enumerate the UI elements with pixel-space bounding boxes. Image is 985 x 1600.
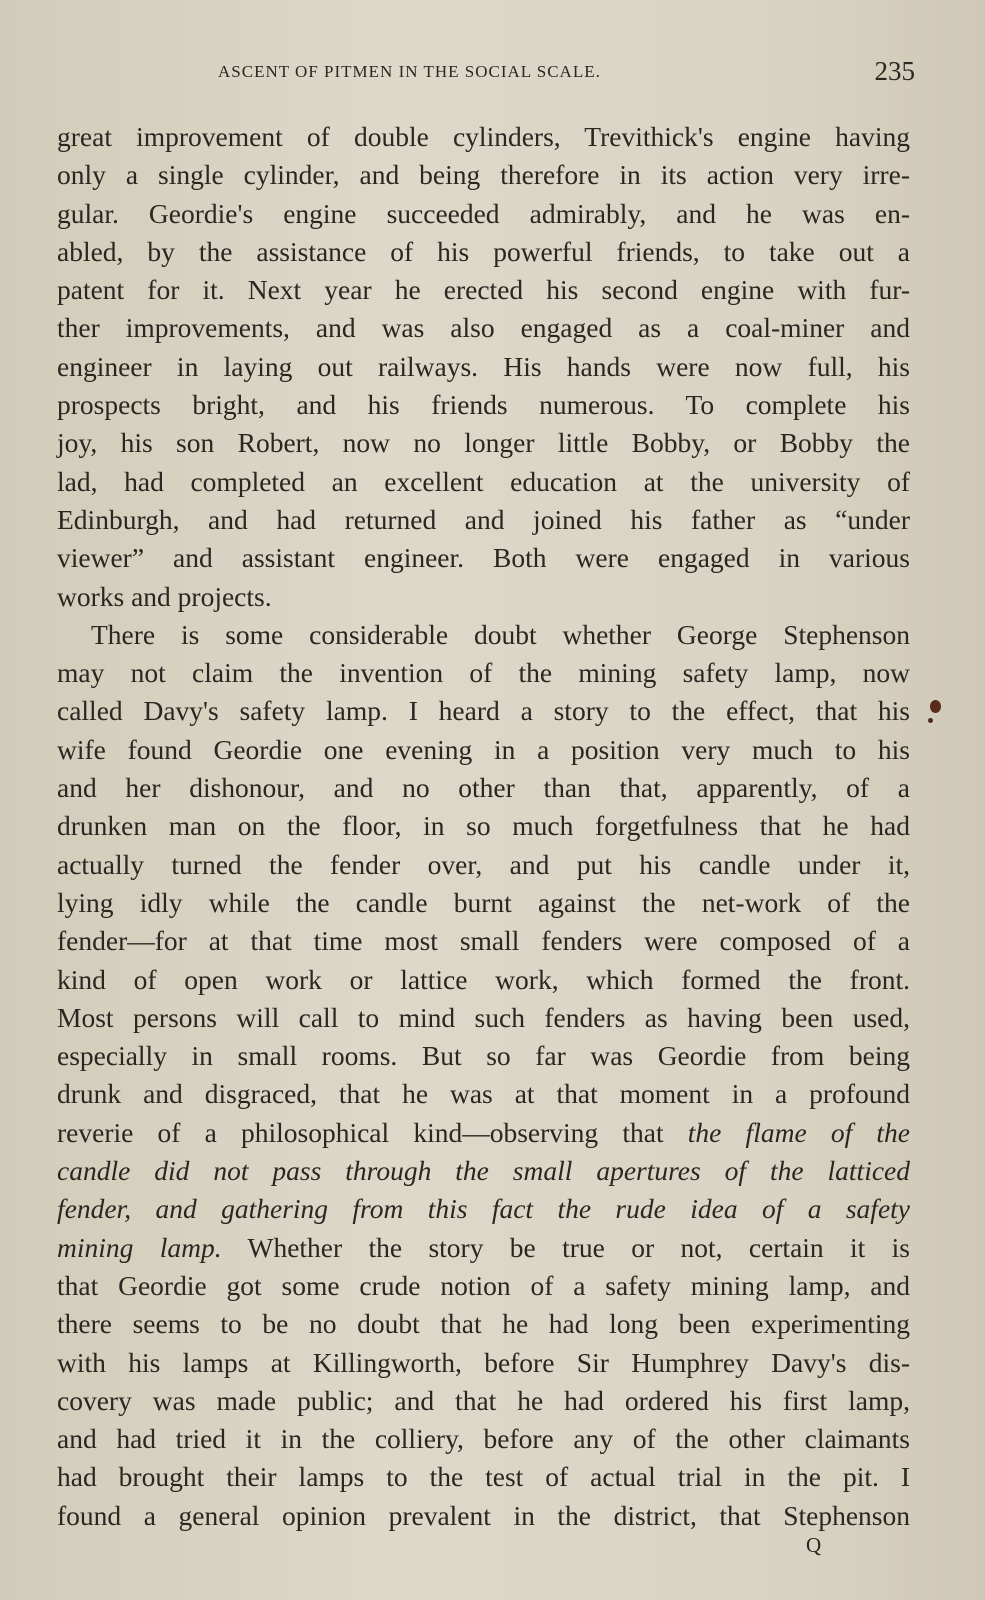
text-line: lying idly while the candle burnt against the net-work of the <box>57 886 910 918</box>
text-line: covery was made public; and that he had ordered his first lamp, <box>57 1384 910 1416</box>
text-line <box>57 1114 910 1152</box>
text-line: patent for it. Next year he erected his second engine with fur- <box>57 274 910 306</box>
text-line: that Geordie got some crude notion of a safety mining lamp, and <box>57 1269 910 1301</box>
roman-run: reverie of a philosophical kind—observing that <box>57 1116 688 1148</box>
text-line: wife found Geordie one evening in a position very much to his <box>57 733 910 765</box>
text-line: actually turned the fender over, and put his candle under it, <box>57 848 910 880</box>
text-line: Edinburgh, and had returned and joined his father as “under <box>57 503 910 535</box>
text-line <box>57 1229 910 1267</box>
text-line: and had tried it in the colliery, before any of the other claimants <box>57 1423 910 1455</box>
text-line: called Davy's safety lamp. I heard a story to the effect, that his <box>57 695 910 727</box>
text-line: joy, his son Robert, now no longer little Bobby, or Bobby the <box>57 427 910 459</box>
ink-blot <box>930 700 941 713</box>
text-line: had brought their lamps to the test of actual trial in the pit. I <box>57 1461 910 1493</box>
italic-line: candle did not pass through the small apertures of the latticed <box>57 1155 910 1187</box>
text-line: there seems to be no doubt that he had long been experimenting <box>57 1308 910 1340</box>
italic-run: the flame of the <box>687 1116 910 1148</box>
text-line: and her dishonour, and no other than that, apparently, of a <box>57 772 910 804</box>
roman-run: Whether the story be true or not, certain it is <box>221 1231 911 1263</box>
paragraph-start-line: There is some considerable doubt whether George Stephenson <box>91 618 910 650</box>
text-line: abled, by the assistance of his powerful friends, to take out a <box>57 235 910 267</box>
text-line: fender—for at that time most small fenders were composed of a <box>57 925 910 957</box>
text-line: prospects bright, and his friends numerous. To complete his <box>57 389 910 421</box>
text-line: especially in small rooms. But so far was Geordie from being <box>57 1040 910 1072</box>
text-line: Most persons will call to mind such fenders as having been used, <box>57 1001 910 1033</box>
text-line: with his lamps at Killingworth, before Sir Humphrey Davy's dis- <box>57 1346 910 1378</box>
ink-speck <box>928 718 933 723</box>
text-line: viewer” and assistant engineer. Both were engaged in various <box>57 542 910 574</box>
italic-line: fender, and gathering from this fact the rude idea of a safety <box>57 1193 910 1225</box>
text-line: drunk and disgraced, that he was at that moment in a profound <box>57 1078 910 1110</box>
page-number: 235 <box>874 56 915 86</box>
text-line: only a single cylinder, and being therefore in its action very irre- <box>57 159 910 191</box>
text-line: ther improvements, and was also engaged as a coal-miner and <box>57 312 910 344</box>
body-text <box>57 118 910 1535</box>
text-line: gular. Geordie's engine succeeded admirably, and he was en- <box>57 197 910 229</box>
text-line: found a general opinion prevalent in the district, that Stephenson <box>57 1499 910 1531</box>
signature-mark: Q <box>806 1533 822 1557</box>
text-line: may not claim the invention of the mining safety lamp, now <box>57 657 910 689</box>
italic-run: mining lamp. <box>57 1231 222 1263</box>
text-line: drunken man on the floor, in so much forgetfulness that he had <box>57 810 910 842</box>
text-line: great improvement of double cylinders, Trevithick's engine having <box>57 121 910 152</box>
paragraph-end-line: works and projects. <box>57 580 272 612</box>
text-line: kind of open work or lattice work, which formed the front. <box>57 963 910 995</box>
page-header <box>58 56 915 92</box>
text-line: lad, had completed an excellent education at the university of <box>57 465 910 497</box>
running-head: ASCENT OF PITMEN IN THE SOCIAL SCALE. <box>218 62 601 81</box>
text-line: engineer in laying out railways. His hands were now full, his <box>57 350 910 382</box>
